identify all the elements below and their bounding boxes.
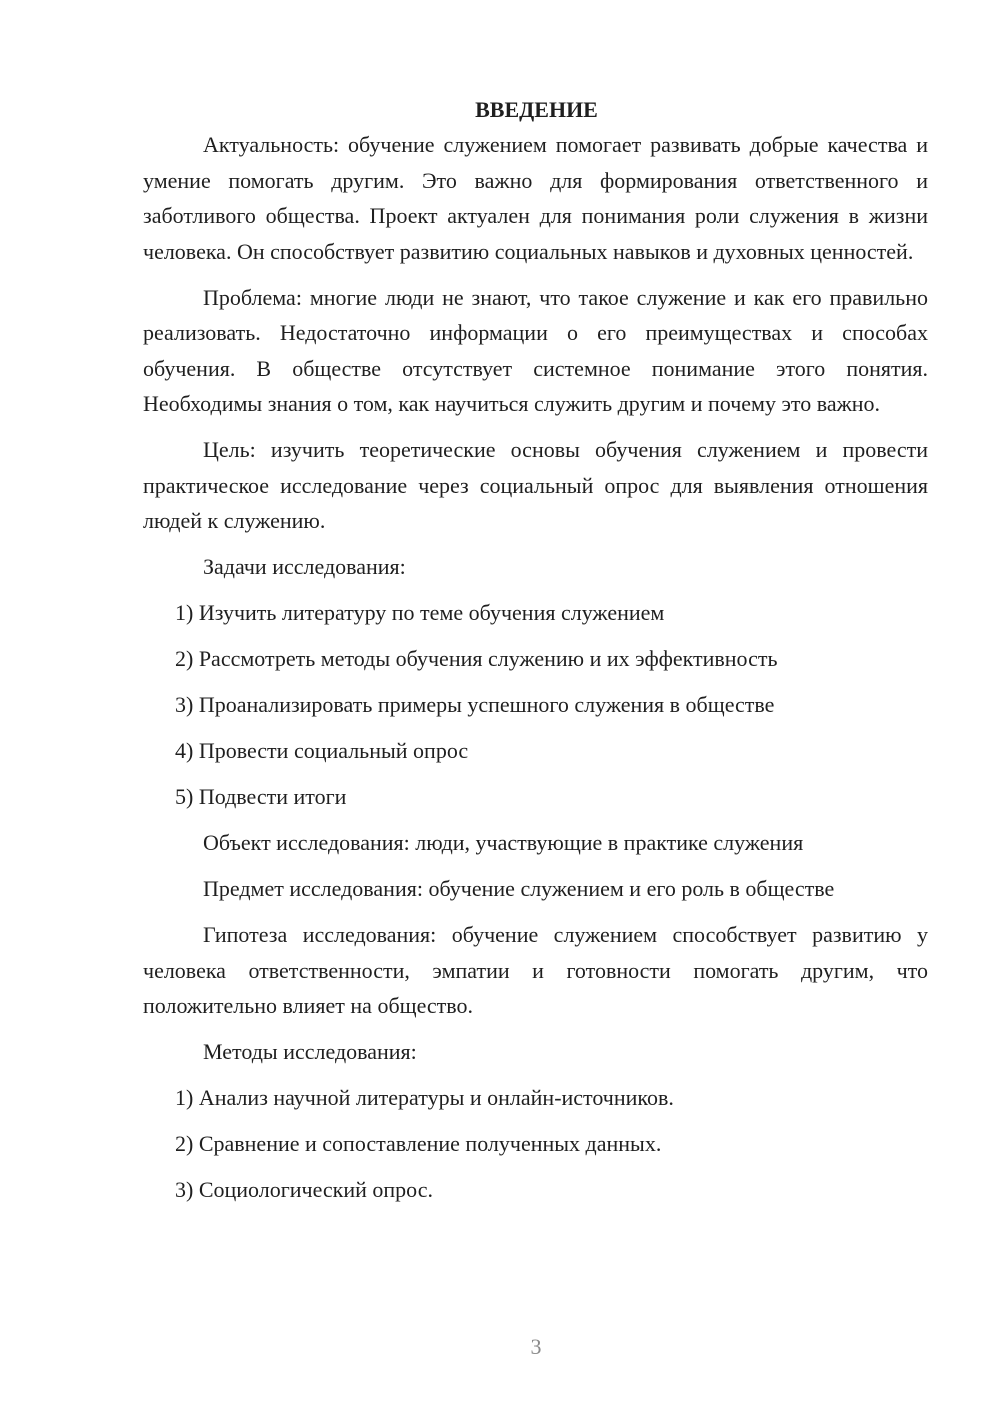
section-heading: ВВЕДЕНИЕ [475, 97, 598, 122]
document-page [143, 92, 928, 1218]
task-item: 5) Подвести итоги [175, 784, 347, 809]
tasks-label: Задачи исследования: [203, 554, 406, 579]
tasks-list [143, 595, 928, 815]
hypothesis-paragraph: Гипотеза исследования: обучение служением способствует развитию у человека ответственности, эмпатии и готовности помогать другим, что положительно влияет на общество. [143, 922, 928, 1018]
object-line: Объект исследования: люди, участвующие в практике служения [203, 830, 804, 855]
task-item: 2) Рассмотреть методы обучения служению и их эффективность [175, 646, 778, 671]
method-item: 1) Анализ научной литературы и онлайн-источников. [175, 1085, 674, 1110]
method-item: 3) Социологический опрос. [175, 1177, 433, 1202]
subject-line: Предмет исследования: обучение служением и его роль в обществе [203, 876, 835, 901]
task-item: 3) Проанализировать примеры успешного служения в обществе [175, 692, 775, 717]
method-item: 2) Сравнение и сопоставление полученных данных. [175, 1131, 662, 1156]
task-item: 4) Провести социальный опрос [175, 738, 469, 763]
goal-paragraph: Цель: изучить теоретические основы обучения служением и провести практическое исследование через социальный опрос для выявления отношения людей к служению. [143, 437, 928, 533]
problem-paragraph: Проблема: многие люди не знают, что такое служение и как его правильно реализовать. Недостаточно информации о его преимуществах и способах обучения. В обществе отсутствует системное понимание этого понятия. Необходимы знания о том, как научиться служить другим и почему это важно. [143, 284, 928, 416]
page-number: 3 [530, 1334, 542, 1359]
task-item: 1) Изучить литературу по теме обучения служением [175, 600, 665, 625]
methods-label: Методы исследования: [203, 1039, 417, 1064]
relevance-paragraph: Актуальность: обучение служением помогает развивать добрые качества и умение помогать другим. Это важно для формирования ответственного и заботливого общества. Проект актуален для понимания роли служения в жизни человека. Он способствует развитию социальных навыков и духовных ценностей. [143, 132, 928, 264]
methods-list [143, 1080, 928, 1208]
